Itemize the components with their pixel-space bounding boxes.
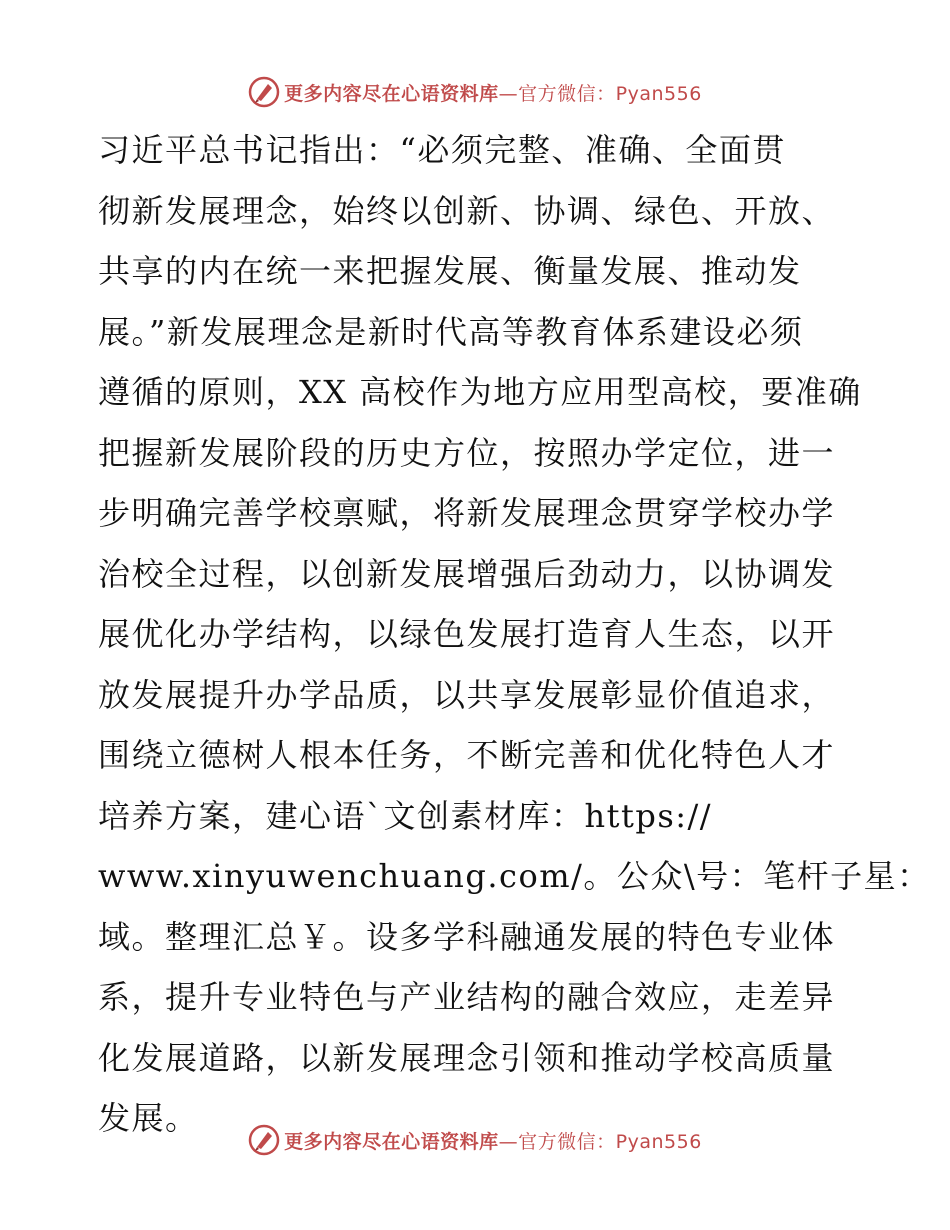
header-banner bbox=[0, 72, 950, 112]
body-line: 彻新发展理念，始终以创新、协调、绿色、开放、 bbox=[98, 191, 836, 230]
body-line: 治校全过程，以创新发展增强后劲动力，以协调发 bbox=[98, 554, 836, 593]
header-brand-text: 更多内容尽在心语资料库 bbox=[284, 82, 499, 105]
pen-nib-logo-icon bbox=[248, 76, 280, 108]
body-line: 发展。 bbox=[98, 1099, 199, 1137]
header-wechat-text: 官方微信：Pyan556 bbox=[518, 82, 702, 105]
pen-nib-logo-icon bbox=[248, 1124, 280, 1156]
footer-text bbox=[284, 1127, 702, 1154]
body-line: www.xinyuwenchuang.com/。公众\号：笔杆子星： bbox=[98, 857, 931, 895]
body-line: 化发展道路，以新发展理念引领和推动学校高质量 bbox=[98, 1038, 836, 1077]
body-line: 共享的内在统一来把握发展、衡量发展、推动发 bbox=[98, 252, 802, 290]
body-line: 步明确完善学校禀赋，将新发展理念贯穿学校办学 bbox=[98, 494, 836, 532]
footer-banner bbox=[0, 1120, 950, 1160]
footer-wechat-text: 官方微信：Pyan556 bbox=[518, 1130, 702, 1153]
header-dash: — bbox=[498, 82, 519, 105]
header-text bbox=[284, 79, 702, 106]
body-line: 习近平总书记指出：“必须完整、准确、全面贯 bbox=[98, 131, 786, 169]
footer-dash: — bbox=[498, 1130, 519, 1153]
body-line: 遵循的原则，XX 高校作为地方应用型高校，要准确 bbox=[98, 373, 862, 411]
document-body bbox=[98, 120, 931, 1149]
body-line: 放发展提升办学品质，以共享发展彰显价值追求， bbox=[98, 675, 836, 714]
body-line: 域。整理汇总￥。设多学科融通发展的特色专业体 bbox=[98, 917, 836, 956]
footer-brand-text: 更多内容尽在心语资料库 bbox=[284, 1130, 499, 1153]
body-line: 把握新发展阶段的历史方位，按照办学定位，进一 bbox=[98, 433, 836, 472]
body-line: 展。”新发展理念是新时代高等教育体系建设必须 bbox=[98, 312, 804, 351]
body-line: 培养方案，建心语`文创素材库：https:// bbox=[98, 796, 713, 835]
body-line: 展优化办学结构，以绿色发展打造育人生态，以开 bbox=[98, 615, 836, 653]
body-line: 系，提升专业特色与产业结构的融合效应，走差异 bbox=[98, 978, 836, 1016]
body-line: 围绕立德树人根本任务，不断完善和优化特色人才 bbox=[98, 736, 836, 774]
